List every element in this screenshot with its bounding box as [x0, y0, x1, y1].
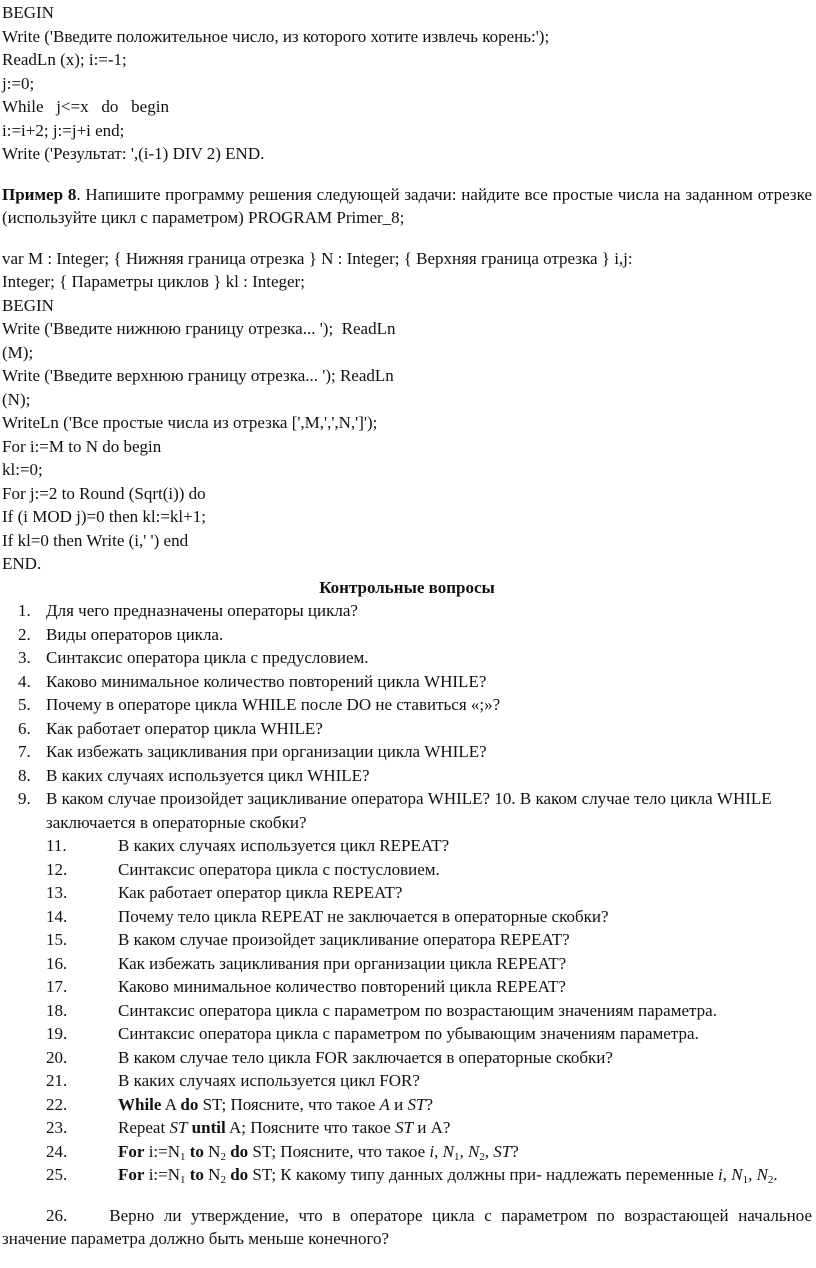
code-line: (M);: [2, 342, 34, 362]
questions-list-a: [2, 599, 812, 834]
code-line: Write ('Введите верхнюю границу отрезка... '); ReadLn: [2, 366, 394, 385]
list-item: 14. Почему тело цикла REPEAT не заключается в операторные скобки?: [46, 906, 609, 926]
code-line: WriteLn ('Все простые числа из отрезка [',M,',',N,']');: [2, 413, 378, 432]
code-line: (N);: [2, 389, 31, 409]
list-item: 16. Как избежать зацикливания при организации цикла REPEAT?: [46, 953, 567, 973]
list-item: 12. Синтаксис оператора цикла с постусловием.: [46, 859, 440, 879]
questions-list-b: [2, 834, 812, 1187]
list-item: 1. Для чего предназначены операторы цикла?: [18, 601, 358, 620]
example-8-paragraph: [2, 183, 812, 230]
code-block-primes: [2, 247, 812, 576]
list-item: 15. В каком случае произойдет зацикливание оператора REPEAT?: [46, 930, 570, 949]
list-item-24: 24. For $i:=N_1$ to $N_2$ do ST; Поясните, что такое i, $N_1$, $N_2$, ST?: [46, 1141, 519, 1163]
list-item: 6. Как работает оператор цикла WHILE?: [18, 718, 323, 738]
code-line: END.: [2, 554, 42, 573]
list-item-25: 25. For $i:=N_1$ to $N_2$ do ST; К какому типу данных должны при- надлежать переменные i, $N_1$, $N_2$.: [46, 1165, 778, 1186]
list-item-23: 23. Repeat ST until A; Поясните что такое ST и A?: [46, 1118, 451, 1137]
code-line: Integer; { Параметры циклов } kl : Integer;: [2, 272, 305, 291]
code-line: BEGIN: [2, 3, 54, 22]
document-page: [2, 1, 812, 1268]
list-item: 8. В каких случаях используется цикл WHILE?: [18, 765, 370, 785]
code-line: Write ('Введите положительное число, из которого хотите извлечь корень:');: [2, 26, 550, 46]
code-block-sqrt: [2, 1, 812, 166]
code-line: For i:=M to N do begin: [2, 436, 162, 456]
list-item-22: 22. While A do ST; Поясните, что такое A и ST?: [46, 1094, 434, 1114]
list-item: 9. В каком случае произойдет зацикливание оператора WHILE? 10. В каком случае тело цикла WHILE заключается в операторные скобки?: [18, 789, 772, 832]
code-line: If kl=0 then Write (i,' ') end: [2, 530, 189, 550]
code-line: Write ('Результат: ',(i-1) DIV 2) END.: [2, 144, 265, 163]
code-line: i:=i+2; j:=j+i end;: [2, 120, 125, 140]
code-line: While j<=x do begin: [2, 97, 169, 116]
section-heading: Контрольные вопросы: [319, 577, 495, 597]
list-item: 11. В каких случаях используется цикл REPEAT?: [46, 836, 450, 855]
code-line: BEGIN: [2, 295, 54, 315]
list-item: 7. Как избежать зацикливания при организации цикла WHILE?: [18, 742, 487, 761]
code-line: Write ('Введите нижнюю границу отрезка... '); ReadLn: [2, 319, 396, 338]
example-8-text: . Напишите программу решения следующей задачи: найдите все простые числа на заданном отрезке (используйте цикл с параметром) PROGRAM Primer_8;: [2, 184, 812, 227]
list-item: 20. В каком случае тело цикла FOR заключается в операторные скобки?: [46, 1047, 613, 1067]
code-line: If (i MOD j)=0 then kl:=kl+1;: [2, 507, 206, 526]
list-item: 5. Почему в операторе цикла WHILE после DO не ставиться «;»?: [18, 695, 501, 714]
list-item: 19. Синтаксис оператора цикла с параметром по убывающим значениям параметра.: [46, 1024, 699, 1043]
list-item-26: 26. Верно ли утверждение, что в операторе цикла с параметром по возрастающей начальное значение параметра должно быть меньше конечного?: [2, 1205, 812, 1248]
code-line: j:=0;: [2, 73, 35, 93]
list-item: 4. Каково минимальное количество повторений цикла WHILE?: [18, 671, 487, 691]
code-line: kl:=0;: [2, 460, 43, 479]
list-item: 17. Каково минимальное количество повторений цикла REPEAT?: [46, 977, 566, 996]
list-item: 18. Синтаксис оператора цикла с параметром по возрастающим значениям параметра.: [46, 1000, 717, 1020]
code-line: ReadLn (x); i:=-1;: [2, 50, 127, 69]
list-item: 3. Синтаксис оператора цикла с предусловием.: [18, 648, 369, 667]
example-8-label: Пример 8: [2, 184, 77, 204]
list-item: 13. Как работает оператор цикла REPEAT?: [46, 883, 403, 902]
list-item: 21. В каких случаях используется цикл FOR?: [46, 1071, 420, 1090]
code-line: For j:=2 to Round (Sqrt(i)) do: [2, 483, 206, 503]
list-item: 2. Виды операторов цикла.: [18, 624, 224, 644]
code-line: var M : Integer; { Нижняя граница отрезка } N : Integer; { Верхняя граница отрезка } i,j:: [2, 248, 633, 268]
